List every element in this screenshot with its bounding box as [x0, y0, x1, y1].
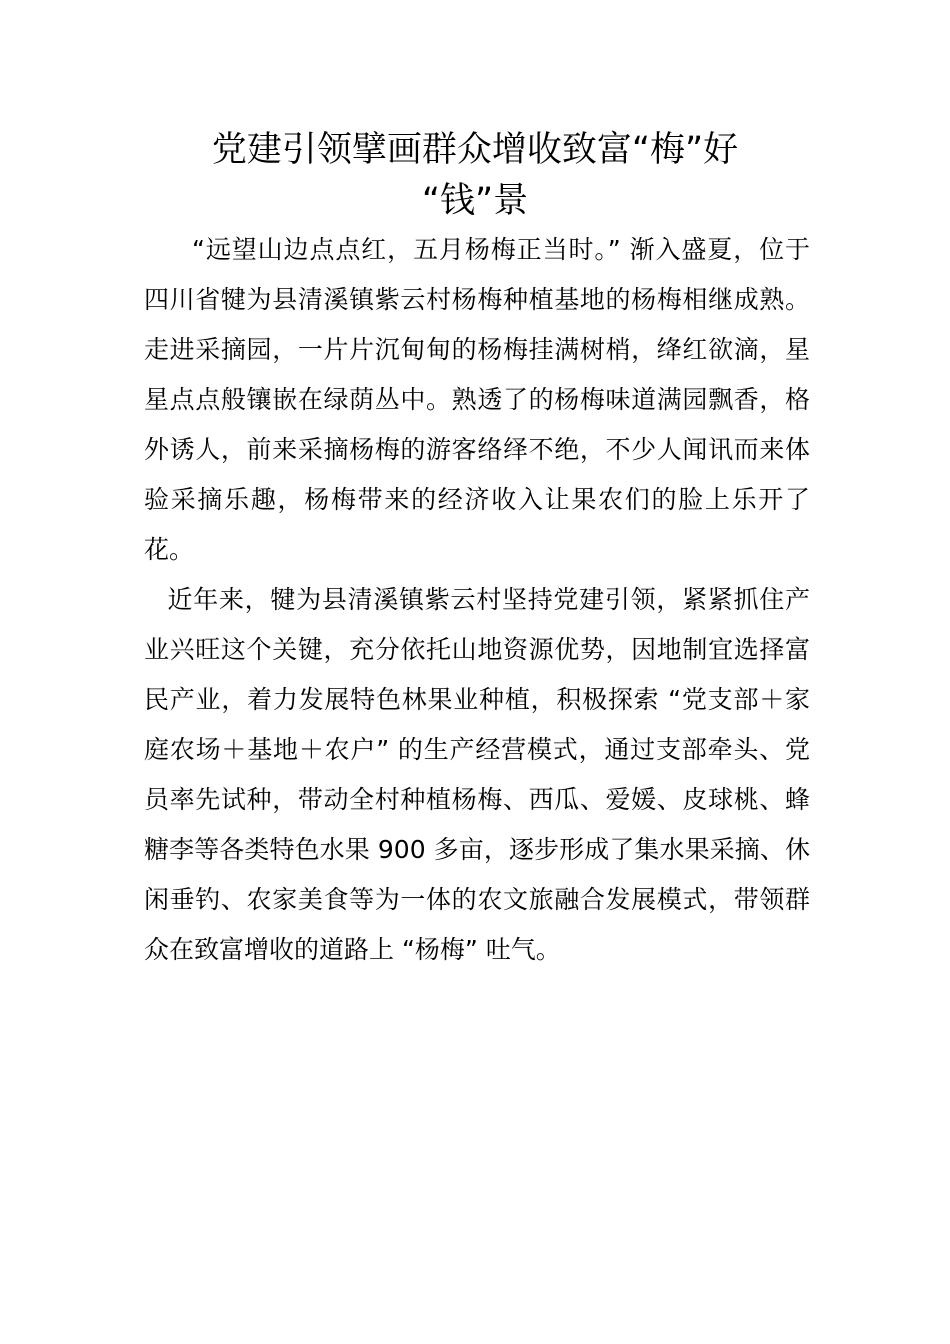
document-title-line-1: 党建引领擘画群众增收致富“梅”好: [211, 130, 739, 170]
paragraph-1: “远望山边点点红，五月杨梅正当时。” 渐入盛夏，位于四川省犍为县清溪镇紫云村杨梅种植基地的杨梅相继成熟。走进采摘园，一片片沉甸甸的杨梅挂满树梢，绛红欲滴，星星点点般镶嵌在绿荫丛中。熟透了的杨梅味道满园飘香，格外诱人，前来采摘杨梅的游客络绎不绝，不少人闻讯而来体验采摘乐趣，杨梅带来的经济收入让果农们的脸上乐开了花。: [144, 235, 810, 564]
paragraph-2: 近年来，犍为县清溪镇紫云村坚持党建引领，紧紧抓住产业兴旺这个关键，充分依托山地资源优势，因地制宜选择富民产业，着力发展特色林果业种植，积极探索 “党支部＋家庭农场＋基地＋农户” 的生产经营模式，通过支部牵头、党员率先试种，带动全村种植杨梅、西瓜、爱媛、皮球桃、蜂糖李等各类特色水果 900 多亩，逐步形成了集水果采摘、休闲垂钓、农家美食等为一体的农文旅融合发展模式，带领群众在致富增收的道路上 “杨梅” 吐气。: [144, 585, 810, 964]
document-title-line-2: “钱”景: [421, 181, 529, 221]
